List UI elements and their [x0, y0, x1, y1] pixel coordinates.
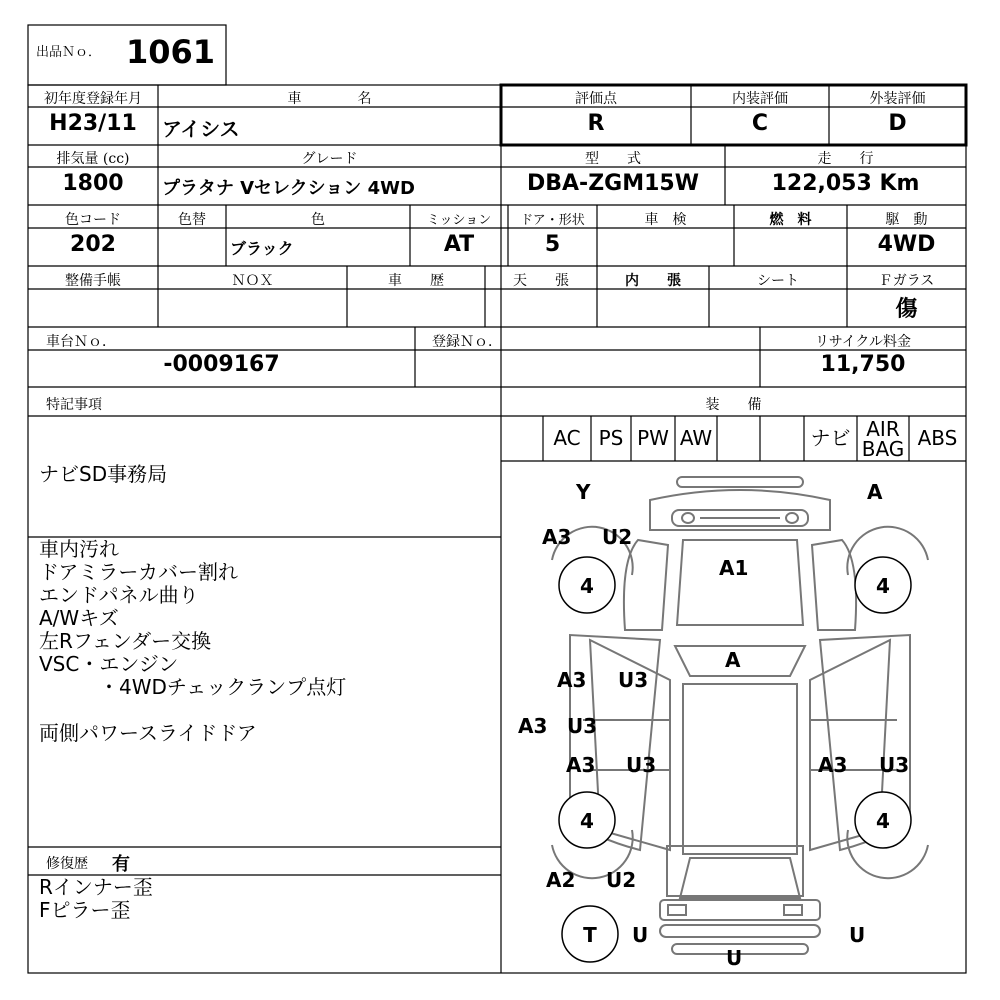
notes-lower: 車内汚れ ドアミラーカバー割れ エンドパネル曲り A/Wキズ 左Rフェンダー交換 VSC・エンジン ・4WDチェックランプ点灯 両側パワースライドドア	[39, 537, 347, 745]
color-value: ブラック	[230, 239, 294, 258]
grade-label: グレード	[301, 151, 358, 167]
tire-mark: 4	[580, 574, 594, 598]
damage-mark: U3	[618, 668, 649, 692]
history-label: 車 歴	[388, 273, 444, 289]
service-label: 整備手帳	[65, 273, 121, 289]
exterior-label: 外装評価	[869, 91, 926, 107]
repaint-label: 色替	[178, 212, 206, 228]
exterior-value: D	[888, 111, 907, 136]
drive-value: 4WD	[877, 232, 936, 257]
equip-item	[760, 418, 804, 460]
equip-abs: ABS	[917, 426, 958, 450]
interior-value: C	[751, 111, 769, 136]
damage-mark: U	[632, 923, 649, 947]
recycle-value: 11,750	[820, 352, 906, 377]
type-value: DBA-ZGM15W	[527, 171, 699, 196]
mission-value: AT	[443, 232, 475, 257]
model-name-value: アイシス	[162, 117, 240, 141]
notes-label: 特記事項	[46, 397, 102, 413]
equip-ps: PS	[598, 426, 624, 450]
first-reg-label: 初年度登録年月	[44, 91, 142, 107]
damage-mark: U3	[626, 753, 657, 777]
door-value: 5	[544, 232, 561, 257]
mileage-label: 走 行	[817, 151, 874, 167]
type-label: 型 式	[585, 151, 641, 167]
damage-mark: A2	[546, 868, 576, 892]
equip-airbag: AIR BAG	[861, 417, 905, 461]
damage-mark: A3	[557, 668, 587, 692]
interior-roof-label: 内 張	[625, 273, 681, 289]
tire-mark: T	[583, 923, 597, 947]
damage-mark: U	[726, 946, 743, 970]
damage-mark: A1	[719, 556, 749, 580]
damage-mark: A3	[542, 525, 572, 549]
equip-ac: AC	[553, 426, 581, 450]
equip-item	[501, 418, 543, 460]
chassis-label: 車台Ｎｏ．	[46, 334, 116, 350]
lot-label: 出品Ｎｏ．	[36, 45, 102, 60]
displacement-label: 排気量 (cc)	[56, 151, 130, 167]
damage-mark: A3	[566, 753, 596, 777]
damage-mark: U2	[606, 868, 637, 892]
grade-value: プラタナ Vセレクション 4WD	[162, 178, 415, 199]
interior-label: 内装評価	[732, 91, 788, 107]
score-label: 評価点	[575, 91, 617, 107]
color-label: 色	[311, 212, 325, 228]
nox-label: ＮＯＸ	[231, 273, 274, 289]
mileage-value: 122,053 Km	[771, 171, 920, 196]
equip-pw: PW	[637, 426, 669, 450]
recycle-label: リサイクル料金	[814, 334, 912, 350]
door-label: ドア・形状	[520, 213, 585, 228]
equip-aw: AW	[679, 426, 713, 450]
drive-label: 駆 動	[885, 212, 928, 228]
notes-upper: ナビSD事務局	[39, 462, 168, 486]
inspection-label: 車 検	[644, 212, 687, 228]
damage-mark: Y	[576, 480, 591, 504]
color-code-value: 202	[70, 232, 116, 257]
glass-value: 傷	[895, 297, 918, 322]
repair-label: 修復歴	[46, 856, 88, 872]
first-reg-value: H23/11	[49, 111, 137, 136]
color-code-label: 色コード	[65, 212, 121, 228]
damage-mark: A	[867, 480, 883, 504]
damage-mark: U3	[567, 714, 598, 738]
tire-mark: 4	[580, 809, 594, 833]
chassis-value: -0009167	[163, 352, 280, 377]
equip-item	[717, 418, 760, 460]
repair-notes: Rインナー歪 Fピラー歪	[39, 875, 153, 922]
reg-label: 登録Ｎｏ．	[432, 334, 502, 350]
repair-value: 有	[112, 854, 130, 875]
damage-mark: U2	[602, 525, 633, 549]
mission-label: ミッション	[426, 213, 492, 228]
damage-mark: U	[849, 923, 866, 947]
damage-mark: U3	[879, 753, 910, 777]
tire-mark: 4	[876, 809, 890, 833]
fuel-label: 燃 料	[769, 212, 812, 228]
lot-number: 1061	[126, 33, 216, 71]
score-value: R	[587, 111, 605, 136]
damage-mark: A3	[818, 753, 848, 777]
roof-label: 天 張	[513, 273, 569, 289]
equip-navi: ナビ	[810, 426, 851, 450]
tire-mark: 4	[876, 574, 890, 598]
model-name-label: 車 名	[287, 91, 372, 107]
damage-mark: A3	[518, 714, 548, 738]
equipment-label: 装 備	[705, 397, 762, 413]
displacement-value: 1800	[62, 171, 124, 196]
glass-label: Ｆガラス	[878, 273, 935, 289]
damage-mark: A	[725, 648, 741, 672]
seat-label: シート	[757, 273, 799, 289]
